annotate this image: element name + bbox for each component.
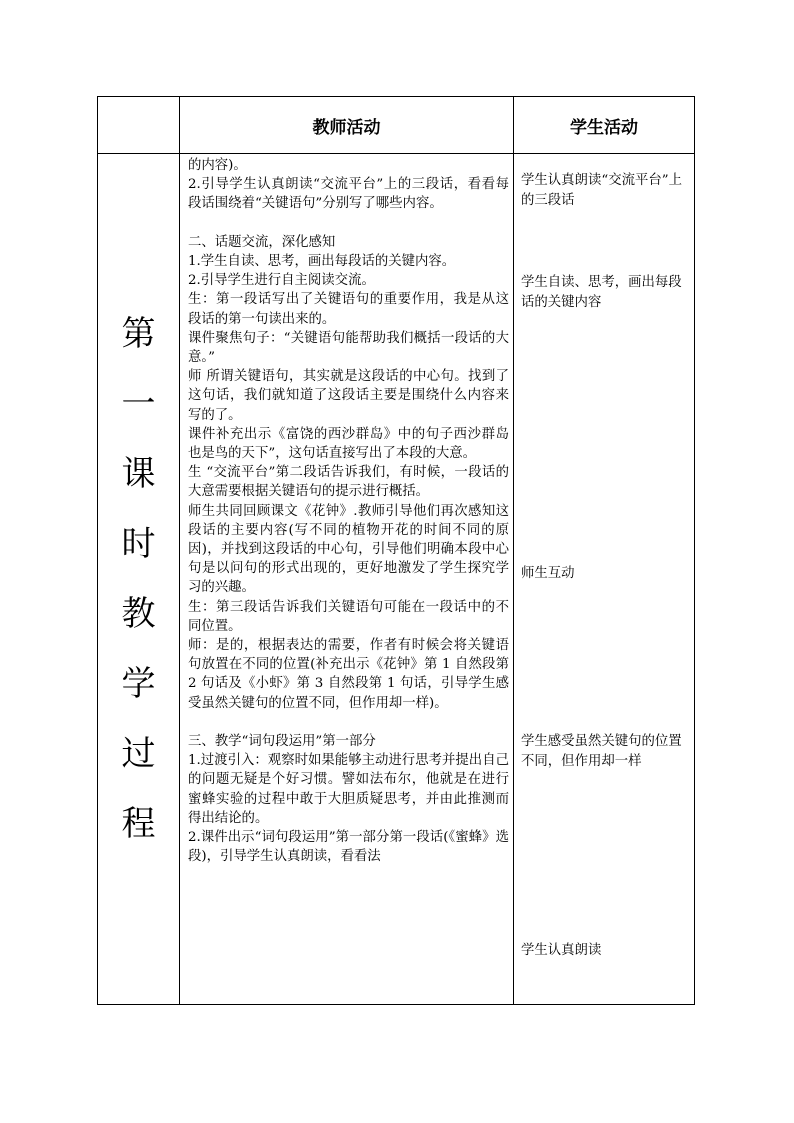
table-header-row (98, 97, 695, 154)
teacher-line: 生：第三段话告诉我们关键语句可能在一段话中的不同位置。 (188, 599, 509, 634)
teacher-line: 生 “交流平台”第二段话告诉我们，有时候，一段话的大意需要根据关键语句的提示进行概括。 (188, 465, 509, 500)
teacher-line: 2.引导学生认真朗读“交流平台”上的三段话，看看每段话围绕着“关键语句”分别写了哪些内容。 (188, 177, 509, 212)
teacher-activity-header: 教师活动 (180, 97, 514, 154)
teacher-line: 课件聚焦句子：“关键语句能帮助我们概括一段话的大意。” (188, 330, 509, 366)
student-note: 学生认真朗读“交流平台”上的三段话 (521, 173, 682, 208)
student-note: 学生自读、思考，画出每段话的关键内容 (521, 275, 682, 310)
teacher-line: 1.过渡引入：观察时如果能够主动进行思考并提出自己的问题无疑是个好习惯。譬如法布尔，他就是在进行蜜蜂实验的过程中敢于大胆质疑思考，并由此推测而得出结论的。 (188, 753, 509, 826)
lesson-plan-table (97, 96, 695, 1005)
teacher-line: 师生共同回顾课文《花钟》.教师引导他们再次感知这段话的主要内容(写不同的植物开花的时间不同的原因)，并找到这段话的中心句，引导他们明确本段中心句是以问句的形式出现的，更好地激发了学生探究学习的兴趣。 (188, 503, 509, 596)
lesson-phase-title: 第一课时教学过程 (121, 314, 156, 844)
student-note: 学生感受虽然关键句的位置不同，但作用却一样 (521, 734, 682, 769)
side-title-cell (98, 154, 180, 1005)
teacher-line: 的内容)。 (188, 158, 247, 173)
teacher-line: 1.学生自读、思考，画出每段话的关键内容。 (188, 254, 456, 269)
teacher-line: 生：第一段话写出了关键语句的重要作用，我是从这段话的第一句读出来的。 (188, 292, 509, 327)
teacher-line: 师：是的，根据表达的需要，作者有时候会将关键语句放置在不同的位置(补充出示《花钟》第 1 自然段第 2 句话及《小虾》第 3 自然段第 1 句话，引导学生感受虽然关键句的位置不同，但作用却一样)。 (188, 638, 509, 711)
student-note: 学生认真朗读 (521, 943, 602, 958)
table-body-row (98, 154, 695, 1005)
teacher-line: 课件补充出示《富饶的西沙群岛》中的句子西沙群岛也是鸟的天下”，这句话直接写出了本段的大意。 (188, 426, 509, 462)
teacher-section-heading: 三、教学“词句段运用”第一部分 (188, 734, 376, 750)
teacher-line (188, 214, 509, 233)
student-activity-cell (514, 154, 695, 1005)
teacher-line: 师 所谓关键语句，其实就是这段话的中心句。找到了这句话，我们就知道了这段话主要是围绕什么内容来写的了。 (188, 369, 509, 423)
teacher-line (188, 713, 509, 732)
header-corner-cell (98, 97, 180, 154)
teacher-line: 2.引导学生进行自主阅读交流。 (188, 273, 375, 289)
teacher-section-heading: 二、话题交流，深化感知 (188, 234, 336, 250)
teacher-activity-cell (180, 154, 514, 1005)
teacher-line: 2.课件出示“词句段运用”第一部分第一段话(《蜜蜂》选段)，引导学生认真朗读，看看法 (188, 830, 509, 865)
student-note: 师生互动 (521, 566, 575, 581)
student-activity-header: 学生活动 (514, 97, 695, 154)
